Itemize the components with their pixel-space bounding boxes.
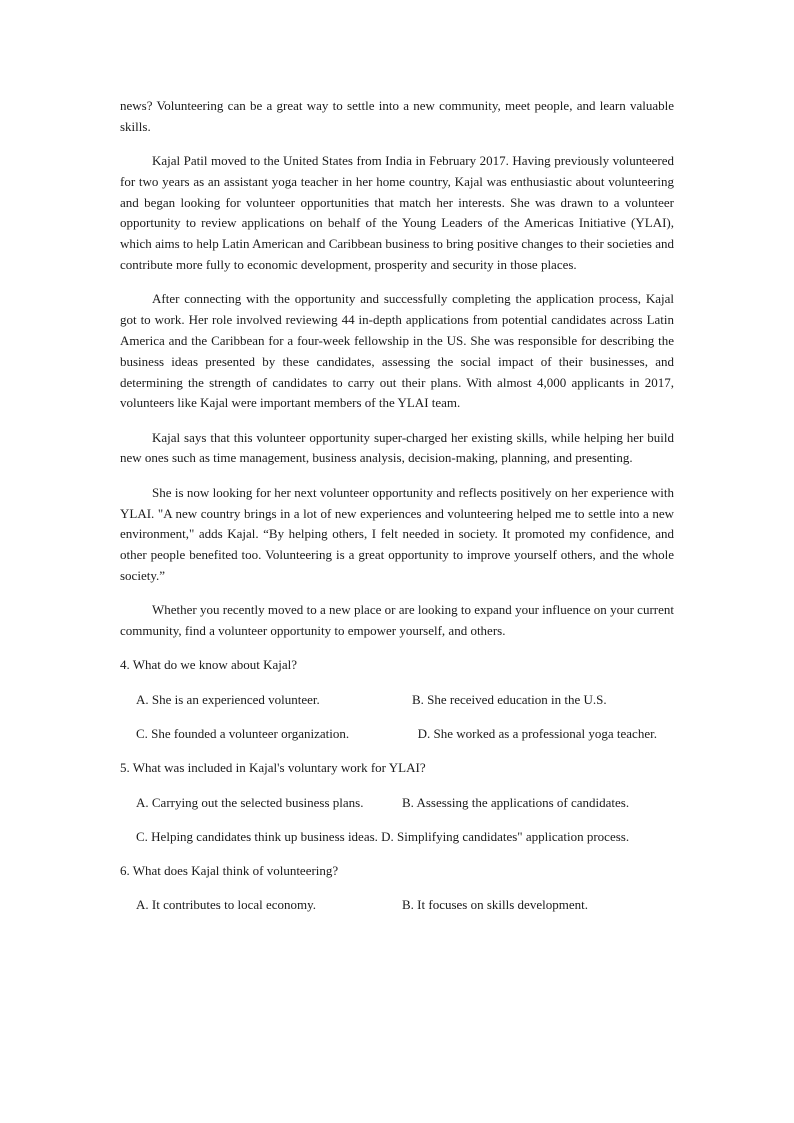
question-4 (120, 655, 674, 744)
option-c: C. Helping candidates think up business ideas. (136, 828, 378, 844)
options-row-cd (120, 827, 674, 848)
option-d: D. Simplifying candidates" application process. (381, 828, 630, 844)
passage-paragraph-4: Kajal says that this volunteer opportunity super-charged her existing skills, while helping her build new ones such as time management, business analysis, decision-making, planning, and presenting. (120, 429, 674, 466)
option-c: C. She founded a volunteer organization. (136, 725, 350, 741)
option-a: A. It contributes to local economy. (136, 897, 317, 913)
option-d: D. She worked as a professional yoga teacher. (417, 725, 657, 741)
question-5 (120, 758, 674, 847)
question-stem: 5. What was included in Kajal's voluntary work for YLAI? (120, 760, 426, 776)
options-row-cd (120, 724, 674, 745)
passage-paragraph-1: news? Volunteering can be a great way to settle into a new community, meet people, and learn valuable skills. (120, 98, 674, 134)
passage-paragraph-5: She is now looking for her next volunteer opportunity and reflects positively on her experience with YLAI. "A new country brings in a lot of new experiences and volunteering helped me to settle into a new environment," adds Kajal. “By helping others, I felt needed in society. It promoted my confidence, and other people benefited too. Volunteering is a great opportunity to improve yourself others, and the whole society.” (120, 484, 674, 583)
question-6 (120, 861, 674, 916)
option-b: B. It focuses on skills development. (402, 897, 588, 913)
option-a: A. She is an experienced volunteer. (136, 691, 320, 707)
options-row-ab (120, 793, 674, 814)
options-row-ab (120, 895, 674, 916)
document-page (120, 96, 674, 930)
question-stem: 4. What do we know about Kajal? (120, 657, 298, 673)
passage-paragraph-2: Kajal Patil moved to the United States from India in February 2017. Having previously volunteered for two years as an assistant yoga teacher in her home country, Kajal was enthusiastic about volunteering and began looking for volunteer opportunities that match her interests. She was drawn to a volunteer opportunity to review applications on behalf of the Young Leaders of the Americas Initiative (YLAI), which aims to help Latin American and Caribbean business to bring positive changes to their societies and contribute more fully to economic development, prosperity and security in those places. (120, 153, 674, 273)
passage-paragraph-3: After connecting with the opportunity and successfully completing the application process, Kajal got to work. Her role involved reviewing 44 in-depth applications from potential candidates across Latin America and the Caribbean for a four-week fellowship in the US. She was responsible for describing the business ideas presented by these candidates, assessing the social impact of their businesses, and determining the strength of candidates to carry out their plans. With almost 4,000 applicants in 2017, volunteers like Kajal were important members of the YLAI team. (120, 291, 674, 411)
options-row-ab (120, 690, 674, 711)
option-b: B. Assessing the applications of candidates. (402, 794, 630, 810)
option-b: B. She received education in the U.S. (412, 691, 607, 707)
option-a: A. Carrying out the selected business plans. (136, 794, 364, 810)
question-stem: 6. What does Kajal think of volunteering? (120, 863, 339, 879)
passage-paragraph-6: Whether you recently moved to a new place or are looking to expand your influence on your current community, find a volunteer opportunity to empower yourself, and others. (120, 602, 674, 639)
